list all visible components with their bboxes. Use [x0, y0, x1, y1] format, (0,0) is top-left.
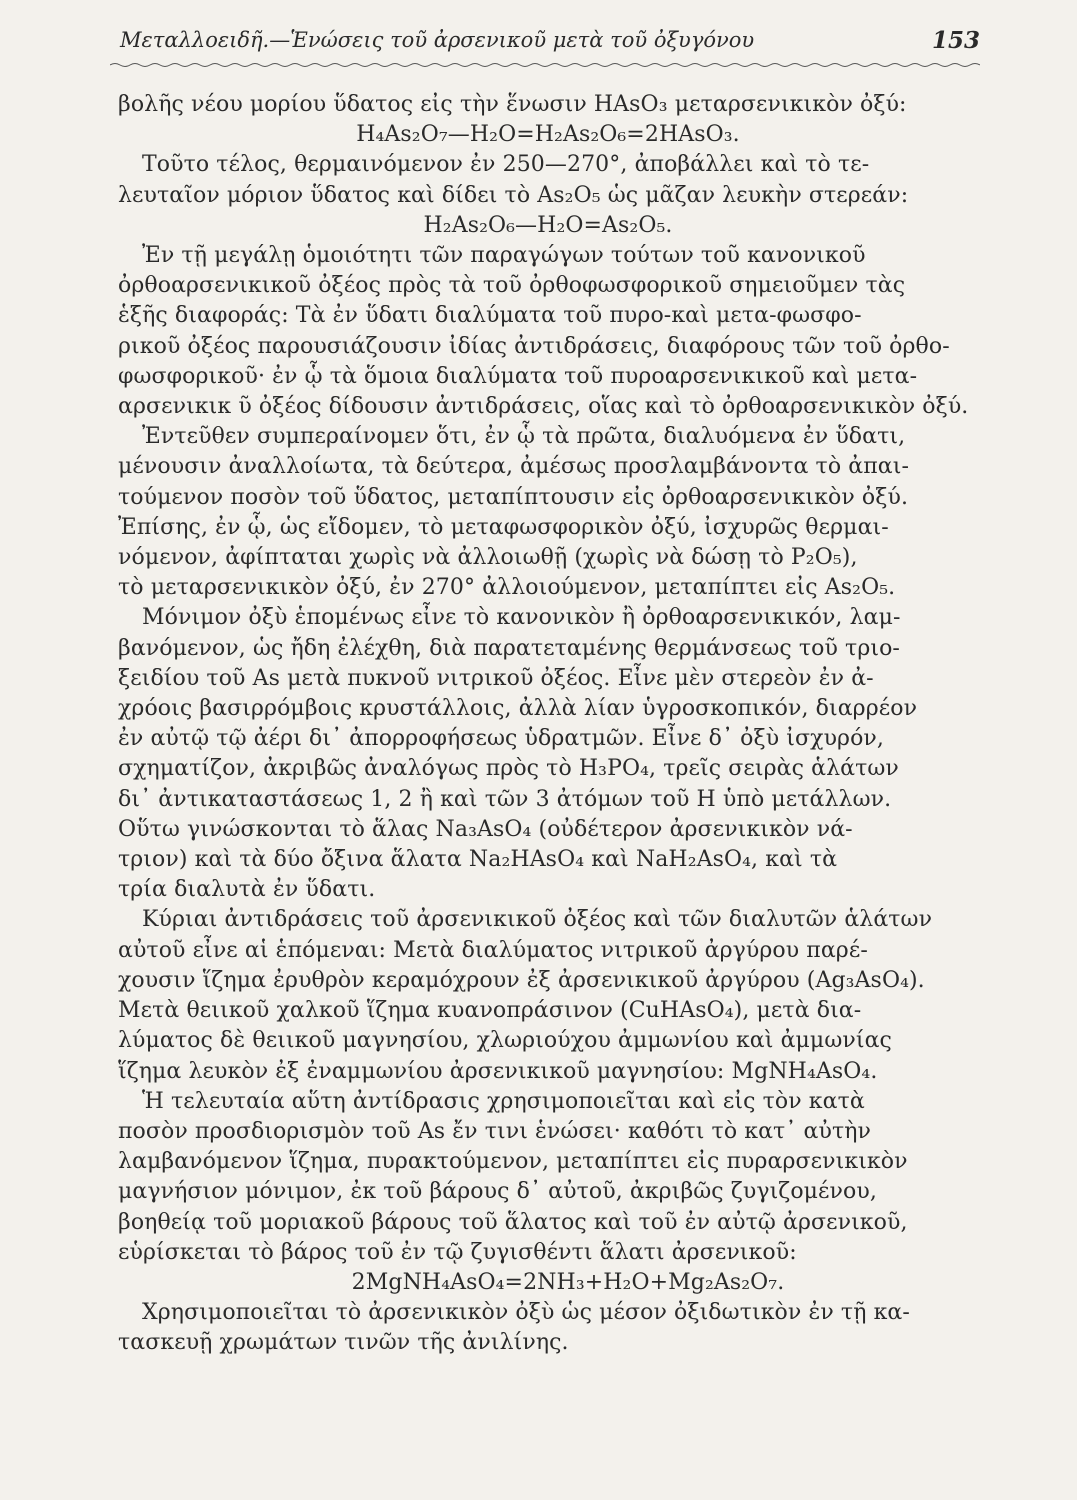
header-rule: [110, 62, 980, 68]
formula-line: H₂As₂O₆—H₂O=As₂O₅.: [423, 212, 673, 238]
page-number: 153: [931, 26, 980, 54]
text-line: Οὕτω γινώσκονται τὸ ἅλας Na₃AsO₄ (οὐδέτερον ἀρσενικικὸν νά-: [118, 816, 853, 842]
text-line: χουσιν ἵζημα ἐρυθρὸν κεραμόχρουν ἐξ ἀρσενικικοῦ ἀργύρου (Ag₃AsO₄).: [118, 967, 925, 993]
text-line: τούμενον ποσὸν τοῦ ὕδατος, μεταπίπτουσιν εἰς ὀρθοαρσενικικὸν ὀξύ.: [118, 484, 909, 510]
text-line: βολῆς νέου μορίου ὕδατος εἰς τὴν ἕνωσιν HAsO₃ μεταρσενικικὸν ὀξύ:: [118, 92, 907, 117]
text-line: λευταῖον μόριον ὕδατος καὶ δίδει τὸ As₂O₅ ὡς μᾶζαν λευκὴν στερεάν:: [118, 182, 909, 208]
text-line: τασκευῇ χρωμάτων τινῶν τῆς ἀνιλίνης.: [118, 1330, 569, 1356]
text-line: Τοῦτο τέλος, θερμαινόμενον ἐν 250—270°, ἀποβάλλει καὶ τὸ τε-: [142, 152, 870, 178]
text-line: δι᾽ ἀντικαταστάσεως 1, 2 ἢ καὶ τῶν 3 ἀτόμων τοῦ H ὑπὸ μετάλλων.: [118, 786, 892, 812]
text-line: Χρησιμοποιεῖται τὸ ἀρσενικικὸν ὀξὺ ὡς μέσον ὀξιδωτικὸν ἐν τῇ κα-: [142, 1300, 910, 1326]
text-line: Ἐπίσης, ἐν ᾧ, ὡς εἴδομεν, τὸ μεταφωσφορικὸν ὀξύ, ἰσχυρῶς θερμαι-: [118, 514, 889, 540]
text-line: τρία διαλυτὰ ἐν ὕδατι.: [118, 877, 376, 903]
text-line: χρόοις βασιρρόμβοις κρυστάλλοις, ἀλλὰ λίαν ὑγροσκοπικόν, διαρρέον: [118, 696, 918, 722]
text-line: λύματος δὲ θειικοῦ μαγνησίου, χλωριούχου ἀμμωνίου καὶ ἀμμωνίας: [118, 1028, 892, 1054]
text-line: τριον) καὶ τὰ δύο ὄξινα ἅλατα Na₂HAsO₄ καὶ NaH₂AsO₄, καὶ τὰ: [118, 847, 838, 873]
running-title: Μεταλλοειδῆ.—Ἑνώσεις τοῦ ἀρσενικοῦ μετὰ τοῦ ὀξυγόνου: [120, 28, 755, 52]
text-line: λαμβανόμενον ἵζημα, πυρακτούμενον, μεταπίπτει εἰς πυραρσενικικὸν: [118, 1149, 908, 1175]
text-line: ποσὸν προσδιορισμὸν τοῦ As ἔν τινι ἑνώσει· καθότι τὸ κατ᾽ αὐτὴν: [118, 1118, 871, 1144]
formula-line: 2MgNH₄AsO₄=2NH₃+H₂O+Mg₂As₂O₇.: [351, 1269, 785, 1295]
text-line: ἵζημα λευκὸν ἐξ ἐναμμωνίου ἀρσενικικοῦ μαγνησίου: MgNH₄AsO₄.: [118, 1058, 878, 1084]
text-line: ρικοῦ ὀξέος παρουσιάζουσιν ἰδίας ἀντιδράσεις, διαφόρους τῶν τοῦ ὀρθο-: [118, 333, 950, 359]
formula-line: H₄As₂O₇—H₂O=H₂As₂O₆=2HAsO₃.: [356, 122, 740, 148]
running-header: [120, 20, 980, 60]
text-line: αὐτοῦ εἶνε αἱ ἑπόμεναι: Μετὰ διαλύματος νιτρικοῦ ἀργύρου παρέ-: [118, 937, 868, 963]
text-line: βοηθείᾳ τοῦ μοριακοῦ βάρους τοῦ ἅλατος καὶ τοῦ ἐν αὐτῷ ἀρσενικοῦ,: [118, 1209, 908, 1235]
text-line: ὀρθοαρσενικικοῦ ὀξέος πρὸς τὰ τοῦ ὀρθοφωσφορικοῦ σημειοῦμεν τὰς: [118, 273, 906, 299]
text-line: τὸ μεταρσενικικὸν ὀξύ, ἐν 270° ἀλλοιούμενον, μεταπίπτει εἰς As₂O₅.: [118, 575, 896, 601]
text-line: αρσενικικ ῦ ὀξέος δίδουσιν ἀντιδράσεις, οἵας καὶ τὸ ὀρθοαρσενικικὸν ὀξύ.: [118, 394, 969, 420]
text-line: σχηματίζον, ἀκριβῶς ἀναλόγως πρὸς τὸ H₃PO₄, τρεῖς σειρὰς ἁλάτων: [118, 756, 899, 782]
text-line: Μετὰ θειικοῦ χαλκοῦ ἵζημα κυανοπράσινον (CuHAsO₄), μετὰ δια-: [118, 998, 862, 1024]
text-line: Μόνιμον ὀξὺ ἑπομένως εἶνε τὸ κανονικὸν ἢ ὀρθοαρσενικικόν, λαμ-: [142, 605, 901, 631]
text-line: νόμενον, ἀφίπταται χωρὶς νὰ ἀλλοιωθῇ (χωρὶς νὰ δώσῃ τὸ P₂O₅),: [118, 545, 858, 571]
text-line: Ἡ τελευταία αὕτη ἀντίδρασις χρησιμοποιεῖται καὶ εἰς τὸν κατὰ: [142, 1088, 865, 1114]
text-line: Κύριαι ἀντιδράσεις τοῦ ἀρσενικικοῦ ὀξέος καὶ τῶν διαλυτῶν ἁλάτων: [142, 907, 933, 933]
text-line: βανόμενον, ὡς ἤδη ἐλέχθη, διὰ παρατεταμένης θερμάνσεως τοῦ τριο-: [118, 635, 900, 661]
text-line: ἐν αὐτῷ τῷ ἀέρι δι᾽ ἀπορροφήσεως ὑδρατμῶν. Εἶνε δ᾽ ὀξὺ ἰσχυρόν,: [118, 726, 884, 752]
text-line: ἑξῆς διαφοράς: Τὰ ἐν ὕδατι διαλύματα τοῦ πυρο-καὶ μετα-φωσφο-: [118, 303, 862, 329]
text-line: μένουσιν ἀναλλοίωτα, τὰ δεύτερα, ἀμέσως προσλαμβάνοντα τὸ ἀπαι-: [118, 454, 909, 480]
text-line: εὑρίσκεται τὸ βάρος τοῦ ἐν τῷ ζυγισθέντι ἅλατι ἀρσενικοῦ:: [118, 1239, 797, 1265]
text-line: φωσφορικοῦ· ἐν ᾧ τὰ ὅμοια διαλύματα τοῦ πυροαρσενικικοῦ καὶ μετα-: [118, 363, 918, 389]
text-line: ξειδίου τοῦ As μετὰ πυκνοῦ νιτρικοῦ ὀξέος. Εἶνε μὲν στερεὸν ἐν ἀ-: [118, 665, 874, 691]
text-line: μαγνήσιον μόνιμον, ἐκ τοῦ βάρους δ᾽ αὐτοῦ, ἀκριβῶς ζυγιζομένου,: [118, 1179, 877, 1205]
page-body: [118, 90, 978, 1359]
text-line: Ἐν τῇ μεγάλῃ ὁμοιότητι τῶν παραγώγων τούτων τοῦ κανονικοῦ: [142, 243, 866, 269]
text-line: Ἐντεῦθεν συμπεραίνομεν ὅτι, ἐν ᾧ τὰ πρῶτα, διαλυόμενα ἐν ὕδατι,: [142, 424, 906, 450]
